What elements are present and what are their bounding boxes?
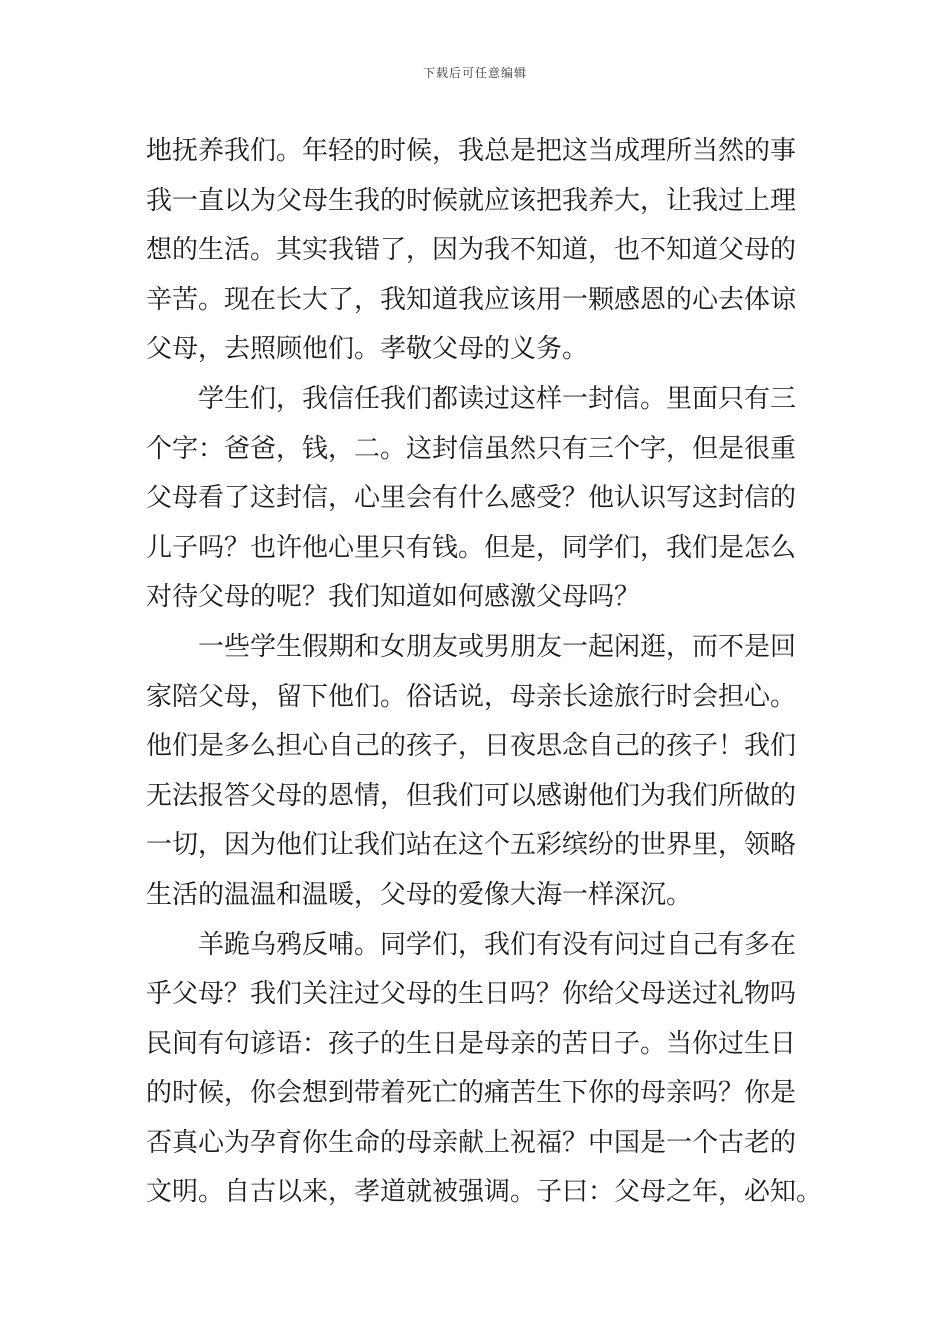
text-line: 儿子吗？也许他心里只有钱。但是，同学们，我们是怎么 — [146, 532, 797, 563]
text-line: 辛苦。现在长大了，我知道我应该用一颗感恩的心去体谅 — [146, 284, 797, 315]
text-line: 他们是多么担心自己的孩子，日夜思念自己的孩子！我们 — [146, 731, 797, 762]
text-line: 家陪父母，留下他们。俗话说，母亲长途旅行时会担心。 — [146, 681, 797, 712]
text-line: 乎父母？我们关注过父母的生日吗？你给父母送过礼物吗 — [146, 979, 797, 1010]
text-line: 父母看了这封信，心里会有什么感受？他认识写这封信的 — [146, 483, 797, 514]
text-line: 一切，因为他们让我们站在这个五彩缤纷的世界里，领略 — [146, 830, 797, 861]
text-line: 羊跪乌鸦反哺。同学们，我们有没有问过自己有多在 — [146, 929, 797, 960]
text-line: 否真心为孕育你生命的母亲献上祝福？中国是一个古老的 — [146, 1127, 797, 1158]
text-line: 地抚养我们。年轻的时候，我总是把这当成理所当然的事 — [146, 136, 797, 166]
document-body — [146, 127, 823, 1218]
text-line: 对待父母的呢？我们知道如何感激父母吗？ — [146, 582, 641, 613]
text-line: 学生们，我信任我们都读过这样一封信。里面只有三 — [146, 383, 797, 414]
text-line: 一些学生假期和女朋友或男朋友一起闲逛，而不是回 — [146, 631, 797, 662]
text-line: 我一直以为父母生我的时候就应该把我养大，让我过上理 — [146, 185, 797, 216]
text-line: 父母，去照顾他们。孝敬父母的义务。 — [146, 334, 589, 365]
text-line: 个字：爸爸，钱，二。这封信虽然只有三个字，但是很重 — [146, 433, 797, 464]
text-line: 民间有句谚语：孩子的生日是母亲的苦日子。当你过生日 — [146, 1028, 797, 1059]
text-line: 生活的温温和温暖，父母的爱像大海一样深沉。 — [146, 879, 693, 910]
text-line: 无法报答父母的恩情，但我们可以感谢他们为我们所做的 — [146, 780, 797, 811]
text-line: 文明。自古以来，孝道就被强调。子曰：父母之年，必知。 — [146, 1177, 823, 1208]
text-line: 想的生活。其实我错了，因为我不知道，也不知道父母的 — [146, 235, 797, 266]
page-header: 下载后可任意编辑 — [422, 66, 527, 80]
text-line: 的时候，你会想到带着死亡的痛苦生下你的母亲吗？你是 — [146, 1078, 797, 1109]
